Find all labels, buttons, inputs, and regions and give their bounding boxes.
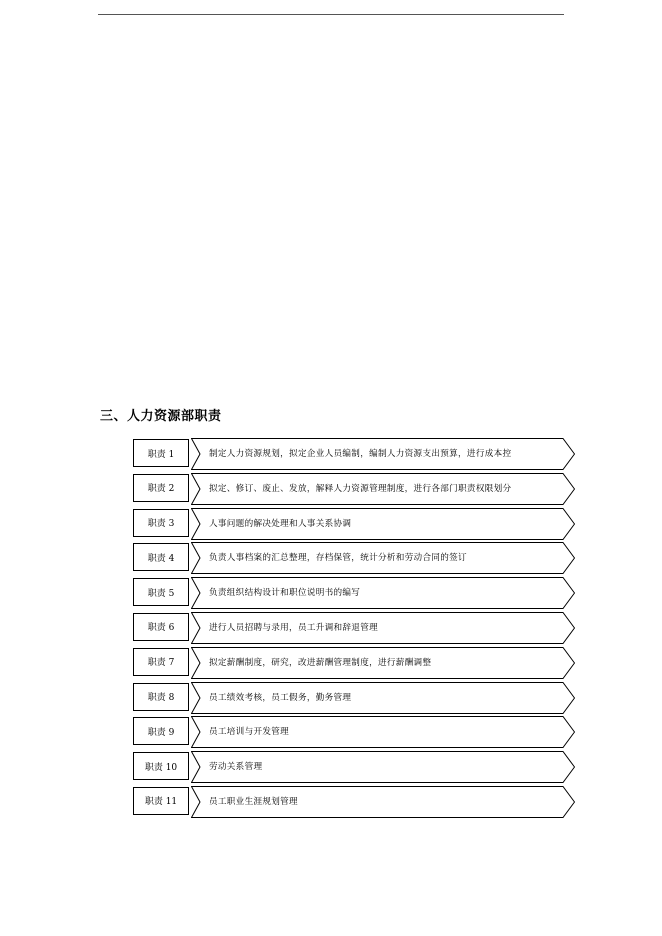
duty-row (133, 542, 578, 574)
duty-label: 职责 9 (133, 717, 189, 745)
duty-text: 员工培训与开发管理 (209, 727, 290, 738)
duty-arrow (191, 473, 575, 505)
duty-arrow (191, 716, 575, 748)
duty-label: 职责 1 (133, 439, 189, 467)
duty-row (133, 508, 578, 540)
duty-text: 拟定、修订、废止、发放，解释人力资源管理制度，进行各部门职责权限划分 (209, 483, 512, 494)
duty-text: 制定人力资源规划，拟定企业人员编制，编制人力资源支出预算，进行成本控 (209, 449, 512, 459)
duty-label: 职责 4 (133, 543, 189, 571)
duty-arrow (191, 682, 575, 714)
duty-row (133, 716, 578, 748)
duty-text: 负责人事档案的汇总整理，存档保管，统计分析和劳动合同的签订 (209, 553, 467, 564)
duty-arrow (191, 438, 575, 470)
duty-label: 职责 11 (133, 787, 189, 815)
duty-label: 职责 6 (133, 613, 189, 641)
duty-label: 职责 3 (133, 509, 189, 537)
duty-text: 员工绩效考核，员工假务，勤务管理 (209, 692, 352, 703)
duty-row (133, 751, 578, 783)
duty-arrow (191, 751, 575, 783)
duty-arrow (191, 508, 575, 540)
duty-text: 人事问题的解决处理和人事关系协调 (209, 518, 352, 529)
duty-row (133, 473, 578, 505)
duty-row (133, 438, 578, 470)
header-rule (98, 14, 564, 15)
duty-text: 拟定薪酬制度，研究，改进薪酬管理制度，进行薪酬调整 (209, 657, 432, 668)
duty-label: 职责 10 (133, 752, 189, 780)
duty-text: 员工职业生涯规划管理 (209, 796, 298, 807)
duty-list (133, 438, 578, 821)
duty-text: 劳动关系管理 (209, 762, 263, 773)
duty-arrow (191, 577, 575, 609)
duty-arrow (191, 786, 575, 818)
duty-row (133, 682, 578, 714)
duty-row (133, 577, 578, 609)
duty-label: 职责 5 (133, 578, 189, 606)
duty-arrow (191, 647, 575, 679)
duty-label: 职责 7 (133, 648, 189, 676)
section-title: 三、人力资源部职责 (100, 409, 222, 424)
duty-label: 职责 8 (133, 683, 189, 711)
duty-arrow (191, 612, 575, 644)
duty-row (133, 647, 578, 679)
duty-text: 进行人员招聘与录用，员工升调和辞退管理 (209, 622, 378, 633)
duty-arrow (191, 542, 575, 574)
duty-label: 职责 2 (133, 474, 189, 502)
duty-row (133, 786, 578, 818)
duty-text: 负责组织结构设计和职位说明书的编写 (209, 588, 361, 599)
duty-row (133, 612, 578, 644)
